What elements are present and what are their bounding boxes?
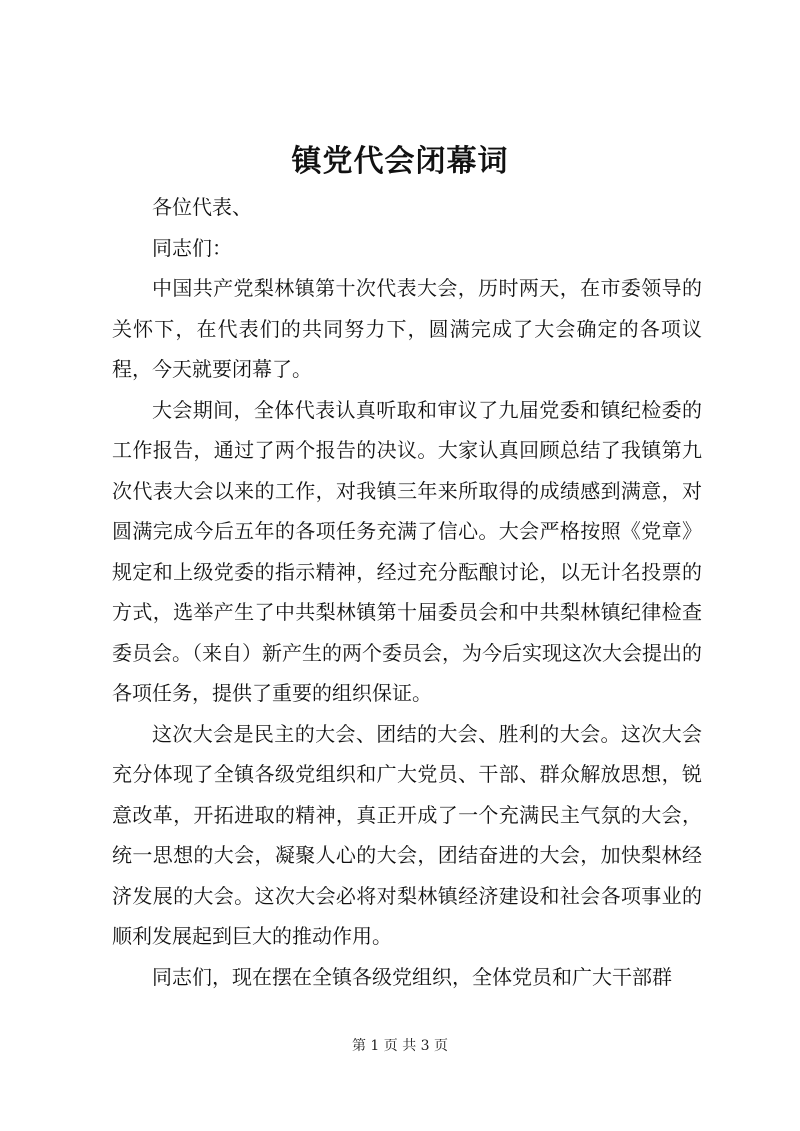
document-body xyxy=(112,187,702,997)
paragraph-4: 同志们，现在摆在全镇各级党组织，全体党员和广大干部群 xyxy=(152,964,672,989)
paragraph-1: 中国共产党梨林镇第十次代表大会，历时两天，在市委领导的关怀下，在代表们的共同努力下，圆满完成了大会确定的各项议程，今天就要闭幕了。 xyxy=(112,276,702,381)
salutation-2: 同志们： xyxy=(152,235,232,260)
paragraph-2: 大会期间，全体代表认真听取和审议了九届党委和镇纪检委的工作报告，通过了两个报告的决议。大家认真回顾总结了我镇第九次代表大会以来的工作，对我镇三年来所取得的成绩感到满意，对圆满完成今后五年的各项任务充满了信心。大会严格按照《党章》规定和上级党委的指示精神，经过充分酝酿讨论，以无计名投票的方式，选举产生了中共梨林镇第十届委员会和中共梨林镇纪律检查委员会。（来自）新产生的两个委员会，为今后实现这次大会提出的各项任务，提供了重要的组织保证。 xyxy=(112,397,702,705)
salutation-1: 各位代表、 xyxy=(152,195,252,219)
page-footer: 第 1 页 共 3 页 xyxy=(351,1038,449,1054)
paragraph-3: 这次大会是民主的大会、团结的大会、胜利的大会。这次大会充分体现了全镇各级党组织和广大党员、干部、群众解放思想，锐意改革，开拓进取的精神，真正开成了一个充满民主气氛的大会，统一思想的大会，凝聚人心的大会，团结奋进的大会，加快梨林经济发展的大会。这次大会必将对梨林镇经济建设和社会各项事业的顺利发展起到巨大的推动作用。 xyxy=(112,721,702,948)
document-title: 镇党代会闭幕词 xyxy=(291,144,509,179)
